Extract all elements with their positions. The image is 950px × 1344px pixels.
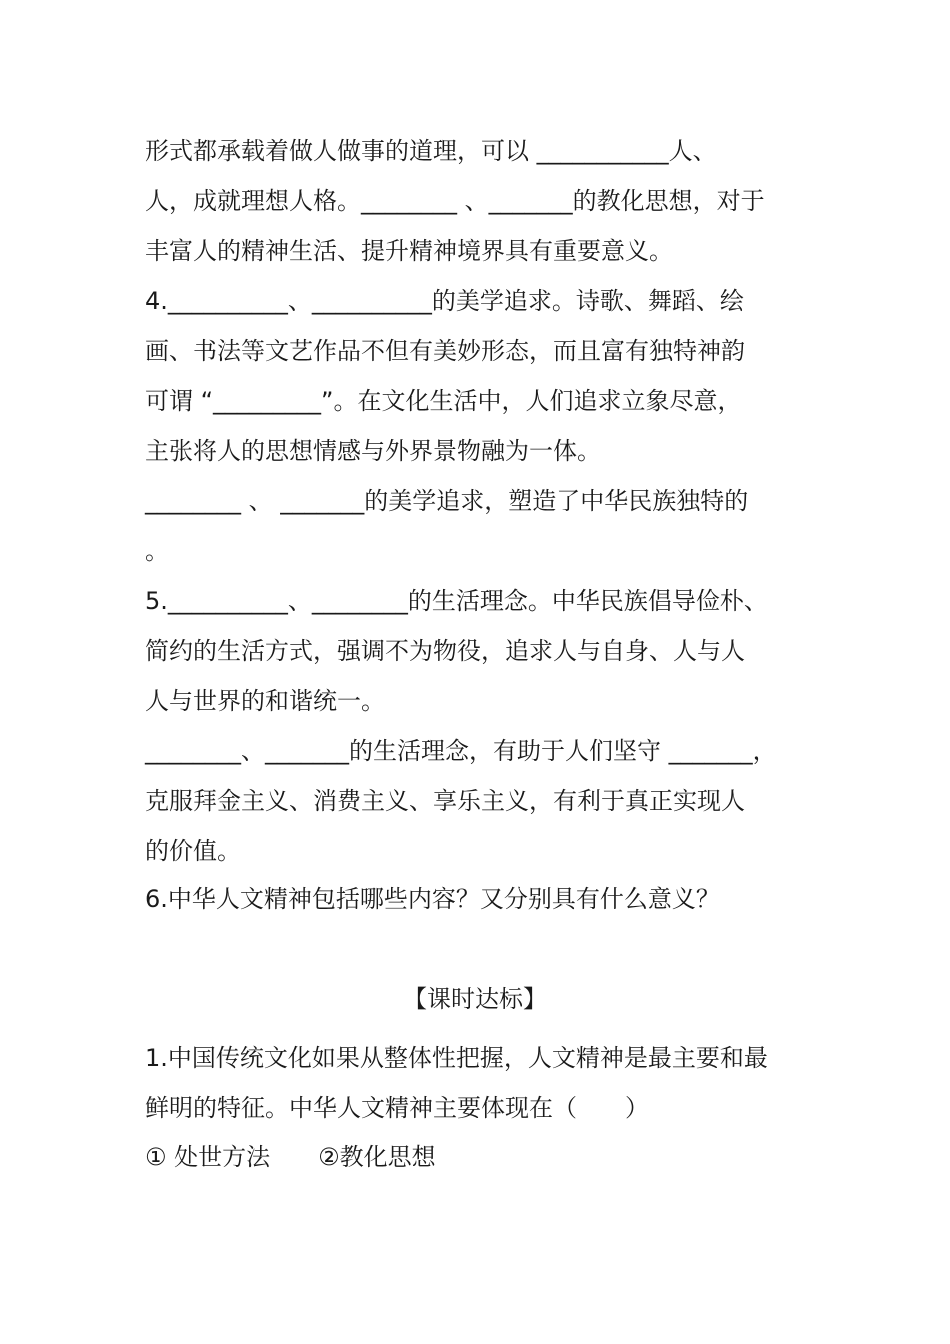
text-line: 主张将人的思想情感与外界景物融为一体。 bbox=[145, 437, 601, 465]
text-line: 5.__________、________的生活理念。中华民族倡导俭朴、 bbox=[145, 587, 768, 615]
text-line: 形式都承载着做人做事的道理，可以 ___________人、 bbox=[145, 137, 717, 165]
text-line: 的价值。 bbox=[145, 837, 241, 865]
question-1: 1.中国传统文化如果从整体性把握，人文精神是最主要和最 bbox=[145, 1044, 768, 1072]
text-line: 丰富人的精神生活、提升精神境界具有重要意义。 bbox=[145, 237, 673, 265]
text-line: 。 bbox=[145, 537, 169, 565]
section-title: 【课时达标】 bbox=[403, 985, 547, 1013]
text-line: ________、_______的生活理念，有助于人们坚守 _______， bbox=[145, 737, 777, 765]
answer-options: ① 处世方法 ②教化思想 bbox=[145, 1143, 436, 1171]
text-line: ________ 、 _______的美学追求，塑造了中华民族独特的 bbox=[145, 487, 749, 515]
text-line: 简约的生活方式，强调不为物役，追求人与自身、人与人 bbox=[145, 637, 745, 665]
text-line: 克服拜金主义、消费主义、享乐主义，有利于真正实现人 bbox=[145, 787, 745, 815]
question-6: 6.中华人文精神包括哪些内容？又分别具有什么意义？ bbox=[145, 885, 720, 913]
text-line: 4.__________、__________的美学追求。诗歌、舞蹈、绘 bbox=[145, 287, 744, 315]
text-line: 画、书法等文艺作品不但有美妙形态，而且富有独特神韵 bbox=[145, 337, 745, 365]
text-line: 人与世界的和谐统一。 bbox=[145, 687, 385, 715]
text-line: 人，成就理想人格。________ 、_______的教化思想，对于 bbox=[145, 187, 765, 215]
text-line: 可谓 “_________”。在文化生活中，人们追求立象尽意， bbox=[145, 387, 742, 415]
text-line: 鲜明的特征。中华人文精神主要体现在（ ） bbox=[145, 1094, 649, 1122]
